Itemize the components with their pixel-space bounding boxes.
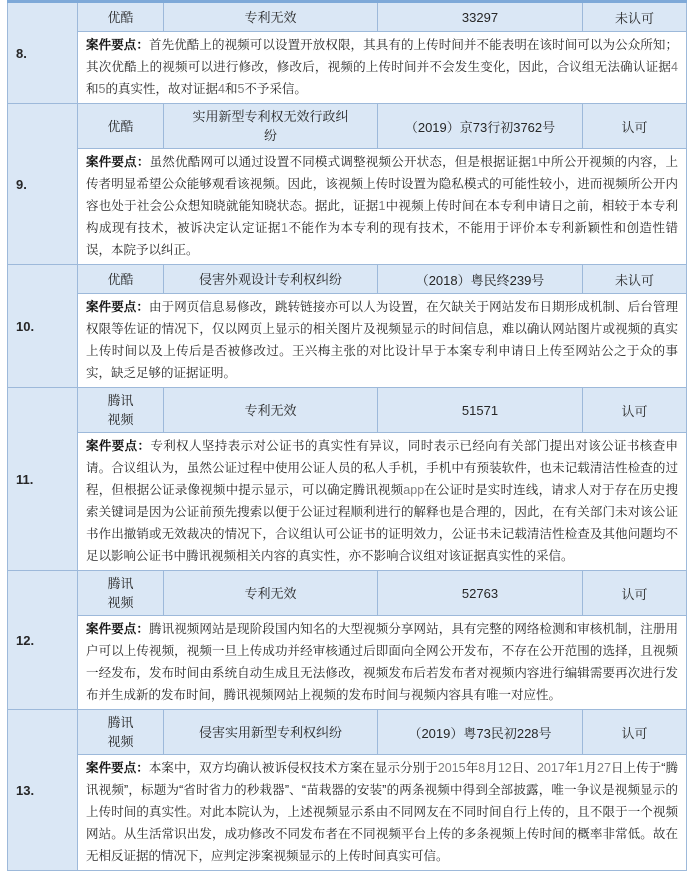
case-points-text: 专利权人坚持表示对公证书的真实性有异议，同时表示已经向有关部门提出对该公证书核查申请。合议组认为，虽然公证过程中使用公证人员的私人手机，手机中有预装软件，也未记载清洁性检查的过程，但根据公证录像视频中提示显示，可以确定腾讯视频app在公证时是实时连线，请求人对于存在历史搜索关键词是因为公证前预先搜索以便于公证过程顺利进行的解释也是合理的，因此，在有关部门未对该公证书作出撤销或无效裁决的情况下，合议组认可公证书的证明效力，公证书未记载清洁性检查及其他问题均不足以影响公证书中腾讯视频相关内容的真实性，亦不影响合议组对该证据真实性的采信。 [86, 439, 678, 563]
platform-cell [78, 104, 164, 149]
row-number-cell: 13. [8, 710, 78, 871]
case-group [8, 265, 687, 388]
case-group [8, 571, 687, 710]
patent-cases-table [7, 0, 687, 871]
status-cell: 认可 [583, 104, 687, 149]
case-type-cell [164, 265, 378, 294]
case-points-text: 腾讯视频网站是现阶段国内知名的大型视频分享网站，具有完整的网络检测和审核机制，注册用户可以上传视频，视频一旦上传成功并经审核通过后即面向全网公开发布，不存在公开范围的选择，且视频一经发布，发布时间由系统自动生成且无法修改，视频发布后若发布者对视频内容进行编辑需要再次进行发布并生成新的发布时间，腾讯视频网站上视频的发布时间与视频内容具有唯一对应性。 [86, 622, 678, 702]
row-number-cell: 8. [8, 2, 78, 104]
case-points-cell [78, 149, 687, 265]
case-points-text: 本案中，双方均确认被诉侵权技术方案在显示分别于2015年8月12日、2017年1月27日上传于“腾讯视频”，标题为“省时省力的秒栽器”、“苗栽器的安装”的两条视频中得到全部披露，唯一争议是视频显示的上传时间的真实性。对此本院认为，上述视频显示系由不同网友在不同时间自行上传的，且不限于一个视频网站。从生活常识出发，成功修改不同发布者在不同视频平台上传的多条视频上传时间的概率非常低。故在无相反证据的情况下，应判定涉案视频显示的上传时间真实可信。 [86, 761, 678, 863]
platform-name: 腾讯视频 [107, 715, 134, 749]
case-type-text: 侵害外观设计专利权纠纷 [198, 271, 342, 287]
platform-name: 腾讯视频 [107, 393, 134, 427]
case-points-cell [78, 32, 687, 104]
case-type-text: 专利无效 [244, 585, 297, 601]
case-points-label: 案件要点： [86, 439, 151, 453]
platform-cell [78, 388, 164, 433]
platform-cell [78, 571, 164, 616]
row-number-cell: 11. [8, 388, 78, 571]
case-no-cell: （2019）京73行初3762号 [378, 104, 583, 149]
case-points-text: 首先优酷上的视频可以设置开放权限，其具有的上传时间并不能表明在该时间可以为公众所知；其次优酷上的视频可以进行修改，修改后，视频的上传时间并不会发生变化，因此，合议组无法确认证据4和5的真实性，故对证据4和5不予采信。 [86, 38, 678, 96]
case-points-cell [78, 294, 687, 388]
status-cell: 未认可 [583, 2, 687, 32]
status-cell: 未认可 [583, 265, 687, 294]
case-type-cell [164, 710, 378, 755]
case-points-label: 案件要点： [86, 38, 149, 52]
case-no-cell: 33297 [378, 2, 583, 32]
platform-name: 腾讯视频 [107, 576, 134, 610]
case-type-text: 专利无效 [244, 9, 297, 25]
status-cell: 认可 [583, 571, 687, 616]
case-points-text: 虽然优酷网可以通过设置不同模式调整视频公开状态，但是根据证据1中所公开视频的内容，上传者明显希望公众能够观看该视频。因此，该视频上传时设置为隐私模式的可能性较小，进而视频所公开内容也处于社会公众想知晓就能知晓状态。据此，证据1中视频上传时间在本专利申请日之前，相较于本专利构成现有技术，被诉决定认定证据1不能作为本专利的现有技术，不能用于评价本专利新颖性和创造性错误，本院予以纠正。 [86, 155, 678, 257]
case-group [8, 2, 687, 104]
status-cell: 认可 [583, 710, 687, 755]
case-no-cell: 52763 [378, 571, 583, 616]
case-points-text: 由于网页信息易修改，跳转链接亦可以人为设置，在欠缺关于网站发布日期形成机制、后台管理权限等佐证的情况下，仅以网页上显示的相关图片及视频显示的时间信息，难以确认网站图片或视频的真实上传时间以及上传后是否被修改过。王兴梅主张的对比设计早于本案专利申请日上传至网站公之于众的事实，缺乏足够的证据证明。 [86, 300, 678, 380]
row-number-cell: 12. [8, 571, 78, 710]
case-type-text: 专利无效 [244, 402, 297, 418]
platform-name: 优酷 [107, 118, 134, 134]
case-group [8, 388, 687, 571]
case-points-label: 案件要点： [86, 761, 149, 775]
status-cell: 认可 [583, 388, 687, 433]
case-points-cell [78, 755, 687, 871]
case-group [8, 710, 687, 871]
case-points-label: 案件要点： [86, 300, 149, 314]
case-points-cell [78, 616, 687, 710]
case-type-cell [164, 388, 378, 433]
case-points-label: 案件要点： [86, 622, 149, 636]
case-group [8, 104, 687, 265]
case-type-cell [164, 2, 378, 32]
case-points-cell [78, 433, 687, 571]
case-no-cell: （2018）粤民终239号 [378, 265, 583, 294]
case-points-label: 案件要点： [86, 155, 150, 169]
platform-name: 优酷 [107, 9, 134, 25]
case-type-cell [164, 571, 378, 616]
platform-cell [78, 265, 164, 294]
case-type-text: 实用新型专利权无效行政纠纷 [192, 109, 349, 143]
row-number-cell: 10. [8, 265, 78, 388]
row-number-cell: 9. [8, 104, 78, 265]
case-no-cell: （2019）粤73民初228号 [378, 710, 583, 755]
case-no-cell: 51571 [378, 388, 583, 433]
platform-cell [78, 710, 164, 755]
case-type-text: 侵害实用新型专利权纠纷 [198, 724, 342, 740]
platform-cell [78, 2, 164, 32]
case-type-cell [164, 104, 378, 149]
platform-name: 优酷 [107, 271, 134, 287]
